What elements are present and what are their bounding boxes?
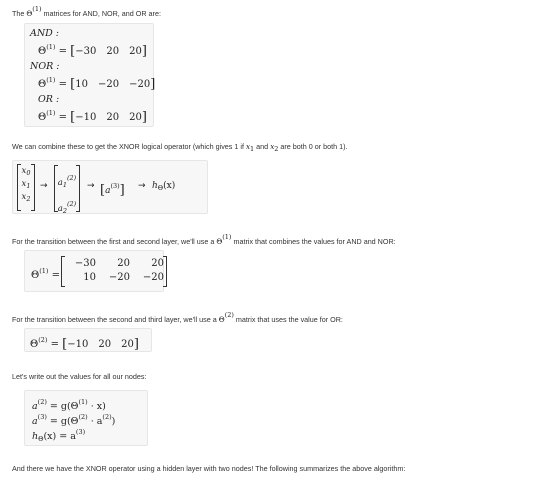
hidden-a1: $a_1^{(2)}$ [57, 174, 77, 189]
nor-equation: $\Theta^{(1)} = [10 -20 -20]$ [38, 76, 156, 92]
theta1-matrix-box [24, 250, 164, 292]
or-equation: $\Theta^{(1)} = [-10$ 20 20] [38, 109, 147, 125]
input-x2: $x_2$ [21, 192, 31, 203]
and-equation: $\Theta^{(1)} = [-30$ 20 20] [38, 43, 147, 59]
values-text: Let's write out the values for all our nodes: [12, 372, 147, 381]
input-vector [17, 164, 35, 211]
a2-equation: $a^{(2)} = g(\Theta^{(1)} \cdot x)$ [32, 398, 106, 412]
hidden-vector [54, 165, 80, 215]
hypothesis-output: $h_\Theta(x)$ [152, 181, 176, 192]
input-x1: $x_1$ [21, 179, 31, 190]
theta2-equation: $\Theta^{(2)} = [-10$ 20 20] [30, 336, 139, 352]
arrow-icon: → [87, 181, 95, 191]
theta1-row-1: −30 20 20 [74, 258, 164, 269]
arrow-icon: → [40, 181, 48, 191]
theta-matrices-box [24, 23, 154, 127]
and-label: AND : [30, 28, 60, 39]
input-x0: $x_0$ [21, 166, 31, 177]
transition2-text: For the transition between the second and third layer, we'll use a Θ(2) matrix that uses the value for OR: [12, 311, 343, 324]
nor-label: NOR : [30, 61, 60, 72]
theta-symbol: Θ [218, 315, 225, 324]
transition1-text: For the transition between the first and second layer, we'll use a Θ(1) matrix that combines the values for AND and NOR: [12, 233, 396, 246]
output-node: $[a^{(3)}]$ [100, 182, 125, 198]
network-box [12, 160, 208, 214]
final-text: And there we have the XNOR operator using a hidden layer with two nodes! The following summarizes the above algorithm: [12, 464, 406, 473]
intro-text: The Θ(1) matrices for AND, NOR, and OR are: [12, 5, 161, 18]
arrow-icon: → [138, 181, 146, 191]
theta-symbol: Θ [216, 237, 223, 246]
node-values-box [24, 390, 148, 446]
combine-text: We can combine these to get the XNOR logical operator (which gives 1 if x1 and x2 are both 0 or both 1). [12, 142, 348, 153]
or-label: OR : [38, 94, 60, 105]
theta1-label: $\Theta^{(1)}$ = [31, 267, 60, 281]
theta-symbol: Θ [26, 9, 33, 18]
hidden-a2: $a_2^{(2)}$ [57, 200, 77, 215]
theta1-row-2: 10 −20 −20 [83, 272, 164, 283]
h-equation: $h_\Theta(x) = a^{(3)}$ [32, 428, 86, 443]
a3-equation: $a^{(3)} = g(\Theta^{(2)} \cdot a^{(2)})$ [32, 413, 116, 427]
theta2-box [24, 328, 152, 352]
theta1-matrix [61, 256, 167, 287]
